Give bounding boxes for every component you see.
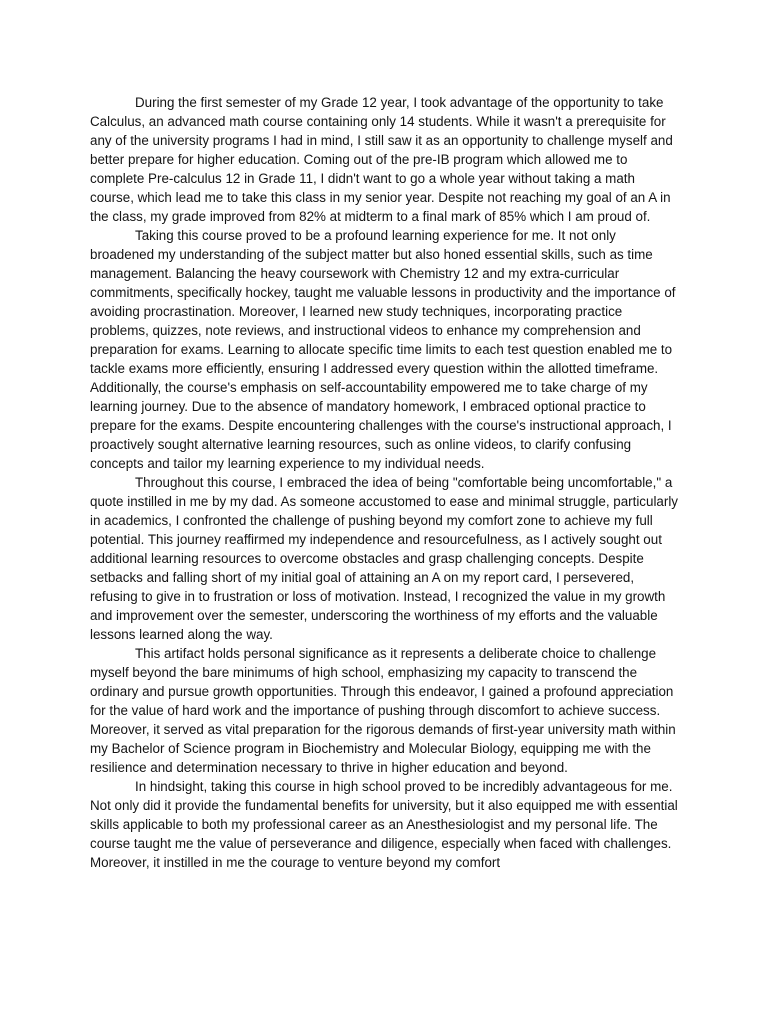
- paragraph-comfortable-uncomfortable: Throughout this course, I embraced the idea of being "comfortable being uncomfortable," a quote instilled in me by my dad. As someone accustomed to ease and minimal struggle, particularly in academics, I confronted the challenge of pushing beyond my comfort zone to achieve my full potential. This journey reaffirmed my independence and resourcefulness, as I actively sought out additional learning resources to overcome obstacles and grasp challenging concepts. Despite setbacks and falling short of my initial goal of attaining an A on my report card, I persevered, refusing to give in to frustration or loss of motivation. Instead, I recognized the value in my growth and improvement over the semester, underscoring the worthiness of my efforts and the valuable lessons learned along the way.: [90, 475, 678, 642]
- paragraph-personal-significance: This artifact holds personal significance as it represents a deliberate choice to challenge myself beyond the bare minimums of high school, emphasizing my capacity to transcend the ordinary and pursue growth opportunities. Through this endeavor, I gained a profound appreciation for the value of hard work and the importance of pushing through discomfort to achieve success. Moreover, it served as vital preparation for the rigorous demands of first-year university math within my Bachelor of Science program in Biochemistry and Molecular Biology, equipping me with the resilience and determination necessary to thrive in higher education and beyond.: [90, 646, 676, 775]
- paragraph-hindsight: In hindsight, taking this course in high school proved to be incredibly advantageous for me. Not only did it provide the fundamental benefits for university, but it also equipped me with essential skills applicable to both my professional career as an Anesthesiologist and my personal life. The course taught me the value of perseverance and diligence, especially when faced with challenges. Moreover, it instilled in me the courage to venture beyond my comfort: [90, 779, 678, 870]
- paragraph-learning-experience: Taking this course proved to be a profound learning experience for me. It not only broadened my understanding of the subject matter but also honed essential skills, such as time management. Balancing the heavy coursework with Chemistry 12 and my extra-curricular commitments, specifically hockey, taught me valuable lessons in productivity and the importance of avoiding procrastination. Moreover, I learned new study techniques, incorporating practice problems, quizzes, note reviews, and instructional videos to enhance my comprehension and preparation for exams. Learning to allocate specific time limits to each test question enabled me to tackle exams more efficiently, ensuring I addressed every question within the allotted timeframe. Additionally, the course's emphasis on self-accountability empowered me to take charge of my learning journey. Due to the absence of mandatory homework, I embraced optional practice to prepare for the exams. Despite encountering challenges with the course's instructional approach, I proactively sought alternative learning resources, such as online videos, to clarify confusing concepts and tailor my learning experience to my individual needs.: [90, 228, 676, 471]
- paragraph-calculus-intro: During the first semester of my Grade 12 year, I took advantage of the opportunity to take Calculus, an advanced math course containing only 14 students. While it wasn't a prerequisite for any of the university programs I had in mind, I still saw it as an opportunity to challenge myself and better prepare for higher education. Coming out of the pre-IB program which allowed me to complete Pre-calculus 12 in Grade 11, I didn't want to go a whole year without taking a math course, which lead me to take this class in my senior year. Despite not reaching my goal of an A in the class, my grade improved from 82% at midterm to a final mark of 85% which I am proud of.: [90, 95, 673, 224]
